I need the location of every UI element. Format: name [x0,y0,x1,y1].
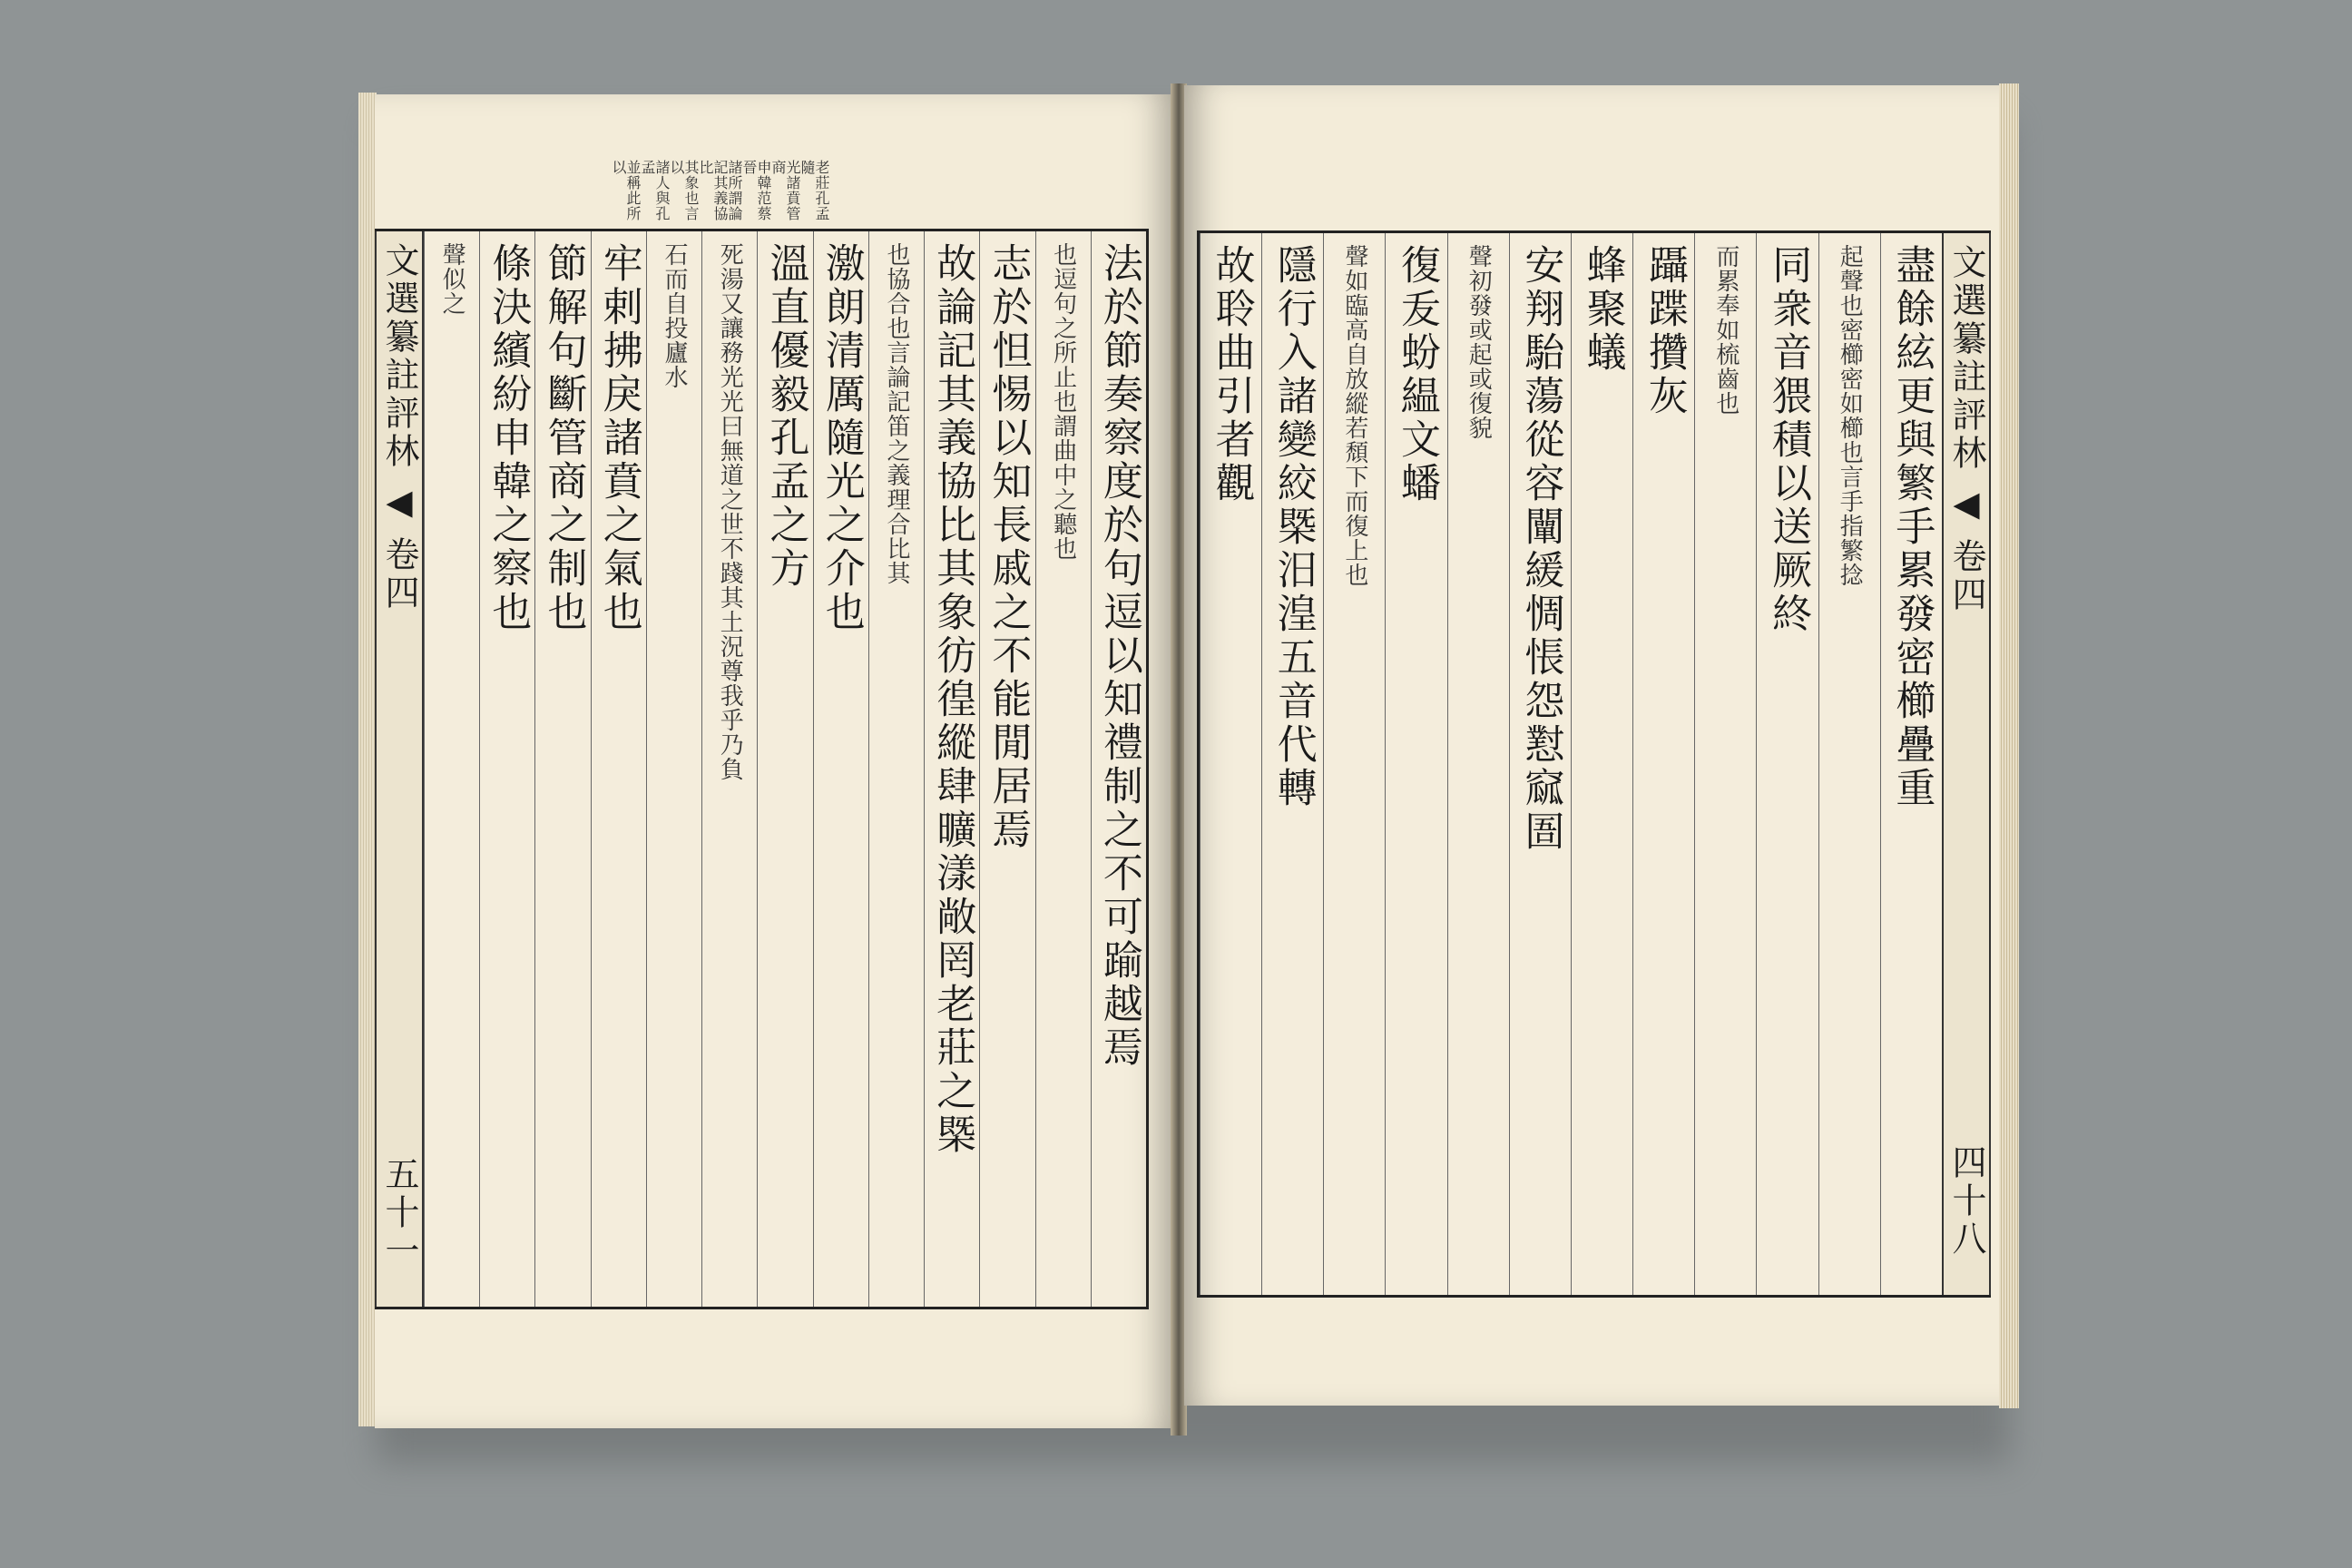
right-page-edges [1999,83,2019,1408]
right-col-10: 聲如臨高自放縱若頹下而復上也 [1323,233,1385,1295]
left-columns [375,231,1146,1307]
right-page [1184,85,2001,1406]
right-col-3: 同衆音猥積以送厥終 [1756,233,1818,1295]
right-text-frame [1197,230,1991,1298]
left-col-11: 節解句斷管商之制也 [534,231,590,1307]
right-col-4: 而累奉如梳齒也 [1694,233,1756,1295]
left-col-10: 牢剌拂戾諸賁之氣也 [591,231,646,1307]
right-col-12: 故聆曲引者觀 [1200,233,1261,1295]
left-col-6: 激朗清厲隨光之介也 [813,231,868,1307]
open-book [358,83,2019,1472]
right-col-7: 安翔駘蕩從容闡緩惆悵怨懟窳圄 [1509,233,1571,1295]
left-page [375,94,1173,1428]
right-folio: 四十八 [1946,1144,1986,1259]
right-book-title: 文選纂註評林 [1946,244,1986,473]
right-columns [1200,233,1991,1295]
left-center-column [375,231,424,1307]
left-col-4: 故論記其義協比其象彷徨縱肆曠漾敞罔老莊之槩 [924,231,979,1307]
left-col-13: 聲似之 [424,231,479,1307]
margin-note-4: 諸所謂論 [726,160,743,221]
right-col-9: 復叐蚡緼文蟠 [1385,233,1446,1295]
left-col-3: 志於怛惕以知長戚之不能閒居焉 [979,231,1034,1307]
right-center-column [1942,233,1991,1295]
fishtail-marker: ◀ [1946,484,1986,527]
right-col-2: 起聲也密櫛密如櫛也言手指繁捻 [1818,233,1880,1295]
left-col-2: 也逗句之所止也謂曲中之聽也 [1035,231,1091,1307]
right-col-11: 隱行入諸變絞槩汨湟五音代轉 [1261,233,1323,1295]
left-margin-notes [610,149,830,230]
right-volume: 卷四 [1946,538,1986,614]
margin-note-3: 申韓范蔡晉 [740,160,772,221]
margin-note-2: 光諸賁管商 [769,160,801,221]
margin-note-5: 記其義協比 [697,160,729,221]
left-book-title: 文選纂註評林 [378,242,419,471]
margin-note-6: 其象也言以 [668,160,700,221]
left-col-5: 也協合也言論記笛之義理合比其 [868,231,924,1307]
margin-note-1: 老莊孔孟隨 [799,160,830,221]
right-col-1: 盡餘絃更與繁手累發密櫛疊重 [1880,233,1942,1295]
left-col-8: 死湯又讓務光光曰無道之世不踐其土況尊我乎乃負 [701,231,757,1307]
margin-note-8: 並稱此所以 [610,160,642,221]
right-col-6: 蜂聚蟻 [1571,233,1632,1295]
left-col-9: 石而自投廬水 [646,231,701,1307]
fishtail-marker: ◀ [378,482,419,525]
right-col-8: 聲初發或起或復貌 [1447,233,1509,1295]
left-text-frame [375,229,1149,1309]
left-col-1: 法於節奏察度於句逗以知禮制之不可踰越焉 [1091,231,1146,1307]
right-col-5: 躡蹀攢灰 [1632,233,1694,1295]
left-col-12: 條決繽紛申韓之察也 [479,231,534,1307]
left-volume: 卷四 [378,536,419,612]
left-folio: 五十一 [378,1156,419,1270]
margin-note-7: 諸人與孔孟 [639,160,671,221]
left-col-7: 溫直優毅孔孟之方 [757,231,812,1307]
